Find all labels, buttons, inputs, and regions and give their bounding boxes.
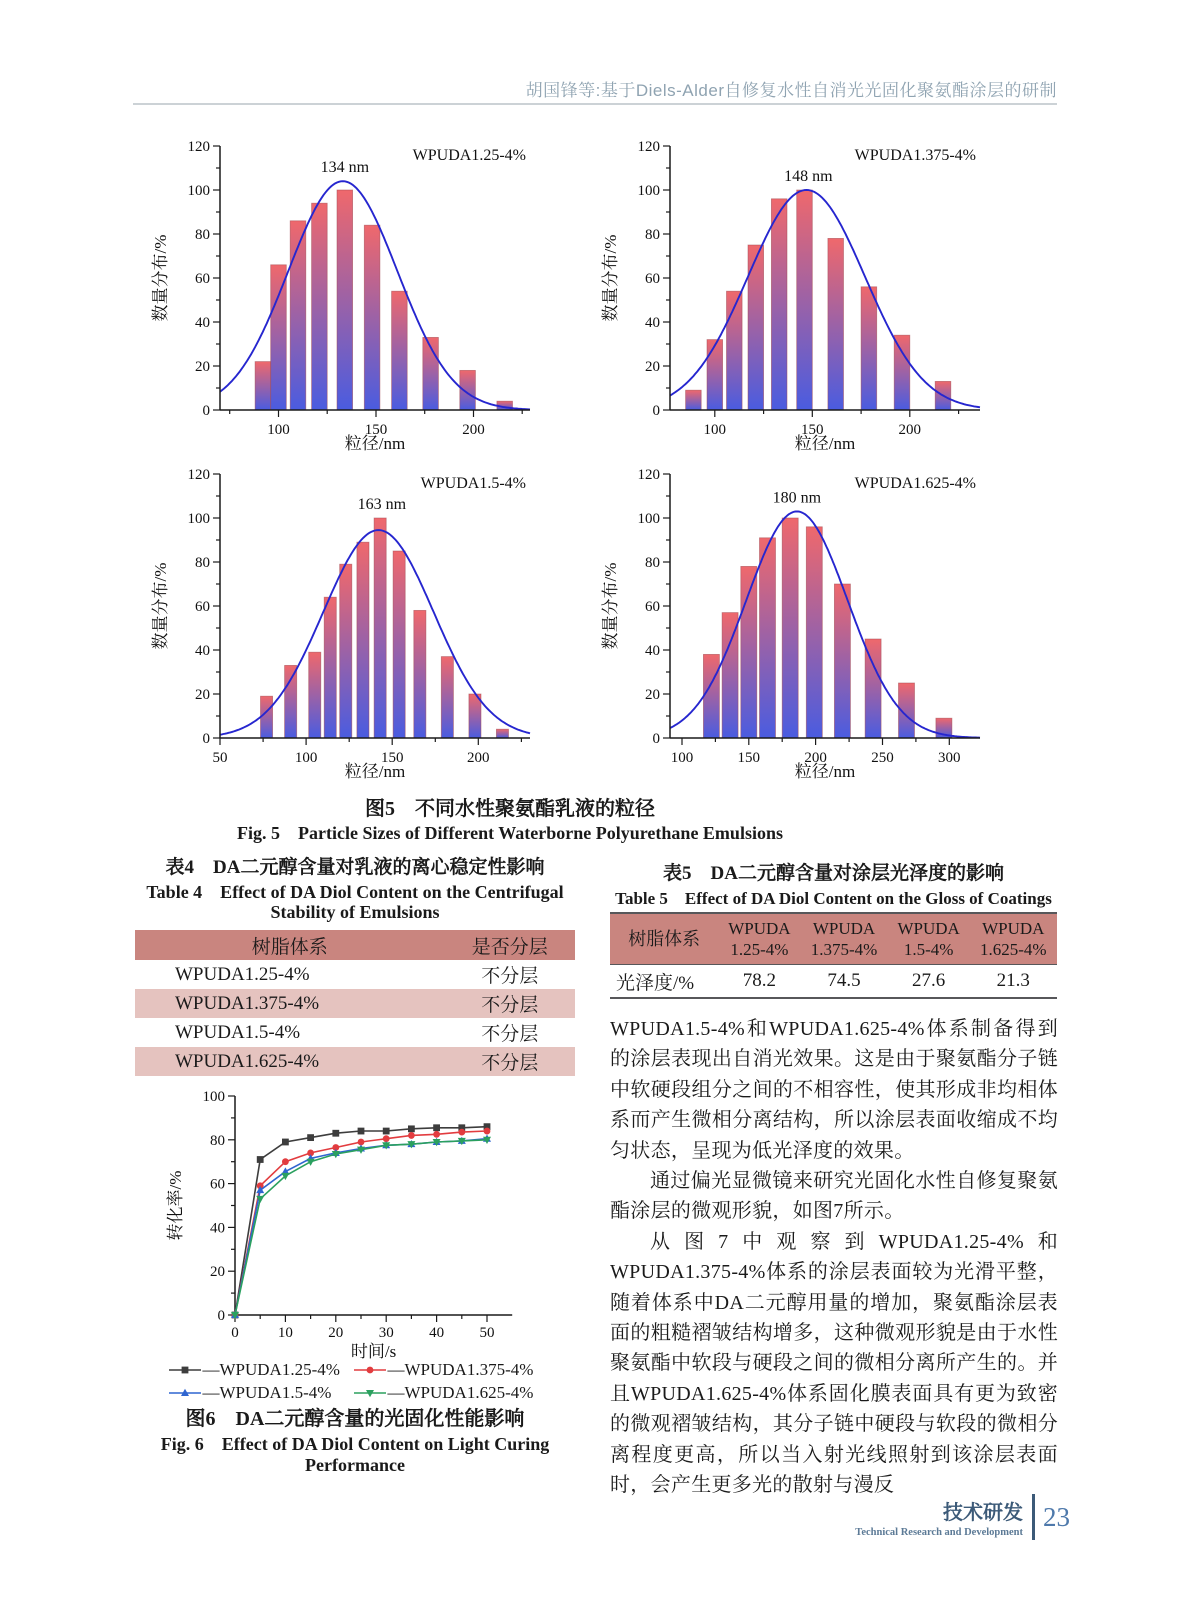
svg-text:100: 100 xyxy=(637,183,660,199)
table-cell: 不分层 xyxy=(481,1024,539,1045)
table5-header-cell xyxy=(718,913,800,965)
table-cell: 74.5 xyxy=(827,970,861,991)
svg-text:250: 250 xyxy=(871,750,894,766)
page-footer xyxy=(820,1494,1070,1540)
table-cell: WPUDA1.25-4% xyxy=(175,963,310,985)
svg-text:20: 20 xyxy=(645,687,660,703)
figure6-caption-en-line1: Fig. 6 Effect of DA Diol Content on Light Curing xyxy=(160,1434,550,1454)
svg-text:40: 40 xyxy=(195,315,210,331)
table4-header-row xyxy=(135,930,575,960)
footer-section-en: Technical Research and Development xyxy=(855,1527,1023,1538)
legend-entry xyxy=(168,1360,353,1380)
header-line: 1.5-4% xyxy=(903,940,954,959)
svg-text:134 nm: 134 nm xyxy=(320,159,370,177)
svg-text:120: 120 xyxy=(187,467,210,483)
svg-text:WPUDA1.625-4%: WPUDA1.625-4% xyxy=(854,475,976,492)
figure5-caption-en: Fig. 5 Particle Sizes of Different Waterborne Polyurethane Emulsions xyxy=(237,823,783,843)
svg-text:60: 60 xyxy=(195,599,210,615)
svg-text:40: 40 xyxy=(645,643,660,659)
svg-text:40: 40 xyxy=(195,643,210,659)
svg-text:80: 80 xyxy=(645,227,660,243)
svg-text:0: 0 xyxy=(202,731,210,747)
svg-text:180 nm: 180 nm xyxy=(772,489,822,507)
svg-text:WPUDA1.5-4%: WPUDA1.5-4% xyxy=(420,475,526,492)
svg-text:100: 100 xyxy=(267,422,290,438)
svg-text:80: 80 xyxy=(195,227,210,243)
svg-text:0: 0 xyxy=(217,1308,225,1324)
svg-text:20: 20 xyxy=(195,687,210,703)
figure6-legend xyxy=(165,1360,555,1403)
table5-header-row xyxy=(610,913,1057,965)
table4-container xyxy=(135,930,575,1076)
table-row xyxy=(135,960,575,989)
table-row xyxy=(610,965,1057,999)
svg-text:粒径/nm: 粒径/nm xyxy=(344,762,406,781)
svg-text:120: 120 xyxy=(187,139,210,155)
svg-text:20: 20 xyxy=(645,359,660,375)
figure6-caption-cn: 图6 DA二元醇含量的光固化性能影响 xyxy=(185,1408,525,1430)
footer-section-cn: 技术研发 xyxy=(943,1502,1023,1524)
particle-size-chart-wpuda1-25 xyxy=(150,130,542,455)
particle-size-chart-wpuda1-375 xyxy=(600,130,992,455)
figure6-caption-en-line2: Performance xyxy=(305,1455,405,1475)
header-line: WPUDA xyxy=(897,918,960,938)
svg-text:数量分布/%: 数量分布/% xyxy=(151,562,170,650)
svg-text:100: 100 xyxy=(202,1089,225,1105)
svg-text:200: 200 xyxy=(898,422,922,438)
table-cell: WPUDA1.5-4% xyxy=(175,1021,301,1043)
running-head: 胡国锋等:基于Diels-Alder自修复水性自消光光固化聚氨酯涂层的研制 xyxy=(525,81,1057,100)
svg-text:60: 60 xyxy=(645,599,660,615)
svg-text:数量分布/%: 数量分布/% xyxy=(151,234,170,322)
footer-section xyxy=(855,1496,1023,1538)
svg-text:148 nm: 148 nm xyxy=(784,168,833,185)
header-line: WPUDA xyxy=(812,918,876,938)
svg-text:时间/s: 时间/s xyxy=(350,1342,397,1361)
svg-text:0: 0 xyxy=(652,403,660,419)
legend-entry xyxy=(353,1383,553,1403)
svg-text:80: 80 xyxy=(645,555,660,571)
svg-text:10: 10 xyxy=(277,1325,293,1341)
svg-text:0: 0 xyxy=(652,731,660,747)
table-row xyxy=(135,1018,575,1047)
body-paragraph: WPUDA1.5-4%和WPUDA1.625-4%体系制备得到的涂层表现出自消光效果。这是由于聚氨酯分子链中软硬段组分之间的不相容性，使其形成非均相体系而产生微相分离结构，所以涂层表面收缩成不均匀状态，呈现为低光泽度的效果。 xyxy=(610,1018,1058,1162)
table4-title-en-line2: Stability of Emulsions xyxy=(270,902,440,922)
footer-divider xyxy=(1032,1494,1035,1540)
svg-text:100: 100 xyxy=(187,183,210,199)
particle-size-chart-wpuda1-625 xyxy=(600,458,992,783)
table5-title-cn: 表5 DA二元醇含量对涂层光泽度的影响 xyxy=(663,863,1004,884)
figure5-caption-cn: 图5 不同水性聚氨酯乳液的粒径 xyxy=(365,798,655,820)
svg-text:50: 50 xyxy=(479,1325,495,1341)
svg-text:WPUDA1.375-4%: WPUDA1.375-4% xyxy=(854,147,976,164)
table-cell: WPUDA1.375-4% xyxy=(175,992,320,1014)
svg-text:200: 200 xyxy=(467,750,490,766)
svg-text:80: 80 xyxy=(195,555,210,571)
header-line: 1.375-4% xyxy=(810,940,878,959)
legend-marker-icon xyxy=(353,1386,387,1400)
svg-text:200: 200 xyxy=(804,750,827,766)
svg-text:50: 50 xyxy=(212,750,228,766)
svg-text:80: 80 xyxy=(210,1132,225,1149)
page-number: 23 xyxy=(1043,1501,1070,1532)
svg-text:粒径/nm: 粒径/nm xyxy=(794,434,856,453)
svg-text:30: 30 xyxy=(378,1325,394,1341)
svg-text:40: 40 xyxy=(429,1325,445,1341)
legend-label: —WPUDA1.375-4% xyxy=(387,1360,534,1379)
svg-text:150: 150 xyxy=(380,750,404,766)
svg-text:60: 60 xyxy=(210,1176,225,1193)
table5-header-cell xyxy=(970,913,1057,965)
svg-text:40: 40 xyxy=(645,315,660,331)
light-curing-line-chart xyxy=(165,1056,545,1361)
svg-text:100: 100 xyxy=(187,511,210,527)
svg-text:120: 120 xyxy=(637,139,660,155)
svg-text:150: 150 xyxy=(801,422,824,438)
svg-text:0: 0 xyxy=(231,1325,239,1341)
body-paragraph: 通过偏光显微镜来研究光固化水性自修复聚氨酯涂层的微观形貌，如图7所示。 xyxy=(610,1170,1058,1223)
table4-title-cn: 表4 DA二元醇含量对乳液的离心稳定性影响 xyxy=(165,857,545,878)
svg-text:300: 300 xyxy=(938,750,961,766)
svg-text:120: 120 xyxy=(637,467,660,483)
svg-text:WPUDA1.25-4%: WPUDA1.25-4% xyxy=(412,147,526,164)
table4-title-en-line1: Table 4 Effect of DA Diol Content on the Centrifugal xyxy=(146,882,564,902)
legend-label: —WPUDA1.25-4% xyxy=(202,1360,340,1379)
svg-text:100: 100 xyxy=(670,750,694,766)
svg-text:100: 100 xyxy=(703,422,727,438)
header-line: WPUDA xyxy=(982,918,1045,938)
table4-header-cell: 是否分层 xyxy=(445,930,575,960)
svg-text:20: 20 xyxy=(328,1325,344,1341)
header-line: 1.625-4% xyxy=(980,940,1047,959)
table-cell: WPUDA1.625-4% xyxy=(175,1050,320,1072)
table5-header-cell: 树脂体系 xyxy=(628,928,701,949)
svg-text:0: 0 xyxy=(202,403,210,419)
particle-size-chart-wpuda1-5 xyxy=(150,458,542,783)
body-text-column xyxy=(610,1014,1058,1501)
header-divider xyxy=(133,103,1057,105)
legend-marker-icon xyxy=(353,1363,387,1377)
svg-text:数量分布/%: 数量分布/% xyxy=(601,562,620,650)
table5-header-cell xyxy=(888,913,970,965)
svg-text:163 nm: 163 nm xyxy=(357,496,407,513)
table-cell: 不分层 xyxy=(481,995,539,1016)
table-cell: 不分层 xyxy=(481,966,539,987)
legend-marker-icon xyxy=(168,1386,202,1400)
table-cell: 21.3 xyxy=(996,970,1030,991)
legend-entry xyxy=(168,1383,353,1403)
svg-text:100: 100 xyxy=(294,750,318,766)
table-cell: 27.6 xyxy=(912,970,946,991)
legend-marker-icon xyxy=(168,1363,202,1377)
svg-text:40: 40 xyxy=(210,1220,225,1237)
svg-text:100: 100 xyxy=(637,511,660,527)
svg-text:60: 60 xyxy=(645,271,660,287)
table-cell: 光泽度/% xyxy=(616,972,695,994)
table-row xyxy=(135,989,575,1018)
svg-text:数量分布/%: 数量分布/% xyxy=(601,234,620,322)
table-cell: 78.2 xyxy=(742,970,776,991)
svg-text:粒径/nm: 粒径/nm xyxy=(344,434,406,453)
table5-header-cell xyxy=(800,913,887,965)
svg-text:20: 20 xyxy=(195,359,210,375)
body-paragraph: 从图7中观察到WPUDA1.25-4%和WPUDA1.375-4%体系的涂层表面较为光滑平整，随着体系中DA二元醇用量的增加，聚氨酯涂层表面的粗糙褶皱结构增多，这种微观形貌是由于水性聚氨酯中软段与硬段之间的微相分离所产生的。并且WPUDA1.625-4%体系固化膜表面具有更为致密的微观褶皱结构，其分子链中硬段与软段的微相分离程度更高，所以当入射光线照射到该涂层表面时，会产生更多光的散射与漫反 xyxy=(610,1230,1058,1497)
legend-entry xyxy=(353,1360,553,1380)
svg-text:转化率/%: 转化率/% xyxy=(166,1170,185,1241)
svg-text:150: 150 xyxy=(737,750,761,766)
table5 xyxy=(610,912,1057,999)
svg-text:20: 20 xyxy=(210,1264,225,1281)
svg-text:60: 60 xyxy=(195,271,210,287)
legend-label: —WPUDA1.625-4% xyxy=(387,1383,534,1402)
table-cell: 不分层 xyxy=(481,1053,539,1074)
svg-text:200: 200 xyxy=(462,422,485,438)
svg-text:150: 150 xyxy=(364,422,388,438)
svg-text:粒径/nm: 粒径/nm xyxy=(794,762,856,781)
table5-title-en: Table 5 Effect of DA Diol Content on the Gloss of Coatings xyxy=(615,889,1052,908)
table4-header-cell: 树脂体系 xyxy=(135,930,445,960)
legend-label: —WPUDA1.5-4% xyxy=(202,1383,332,1402)
header-line: WPUDA xyxy=(728,918,791,938)
table5-container xyxy=(610,912,1057,999)
header-line: 1.25-4% xyxy=(730,940,789,959)
table4 xyxy=(135,930,575,1076)
